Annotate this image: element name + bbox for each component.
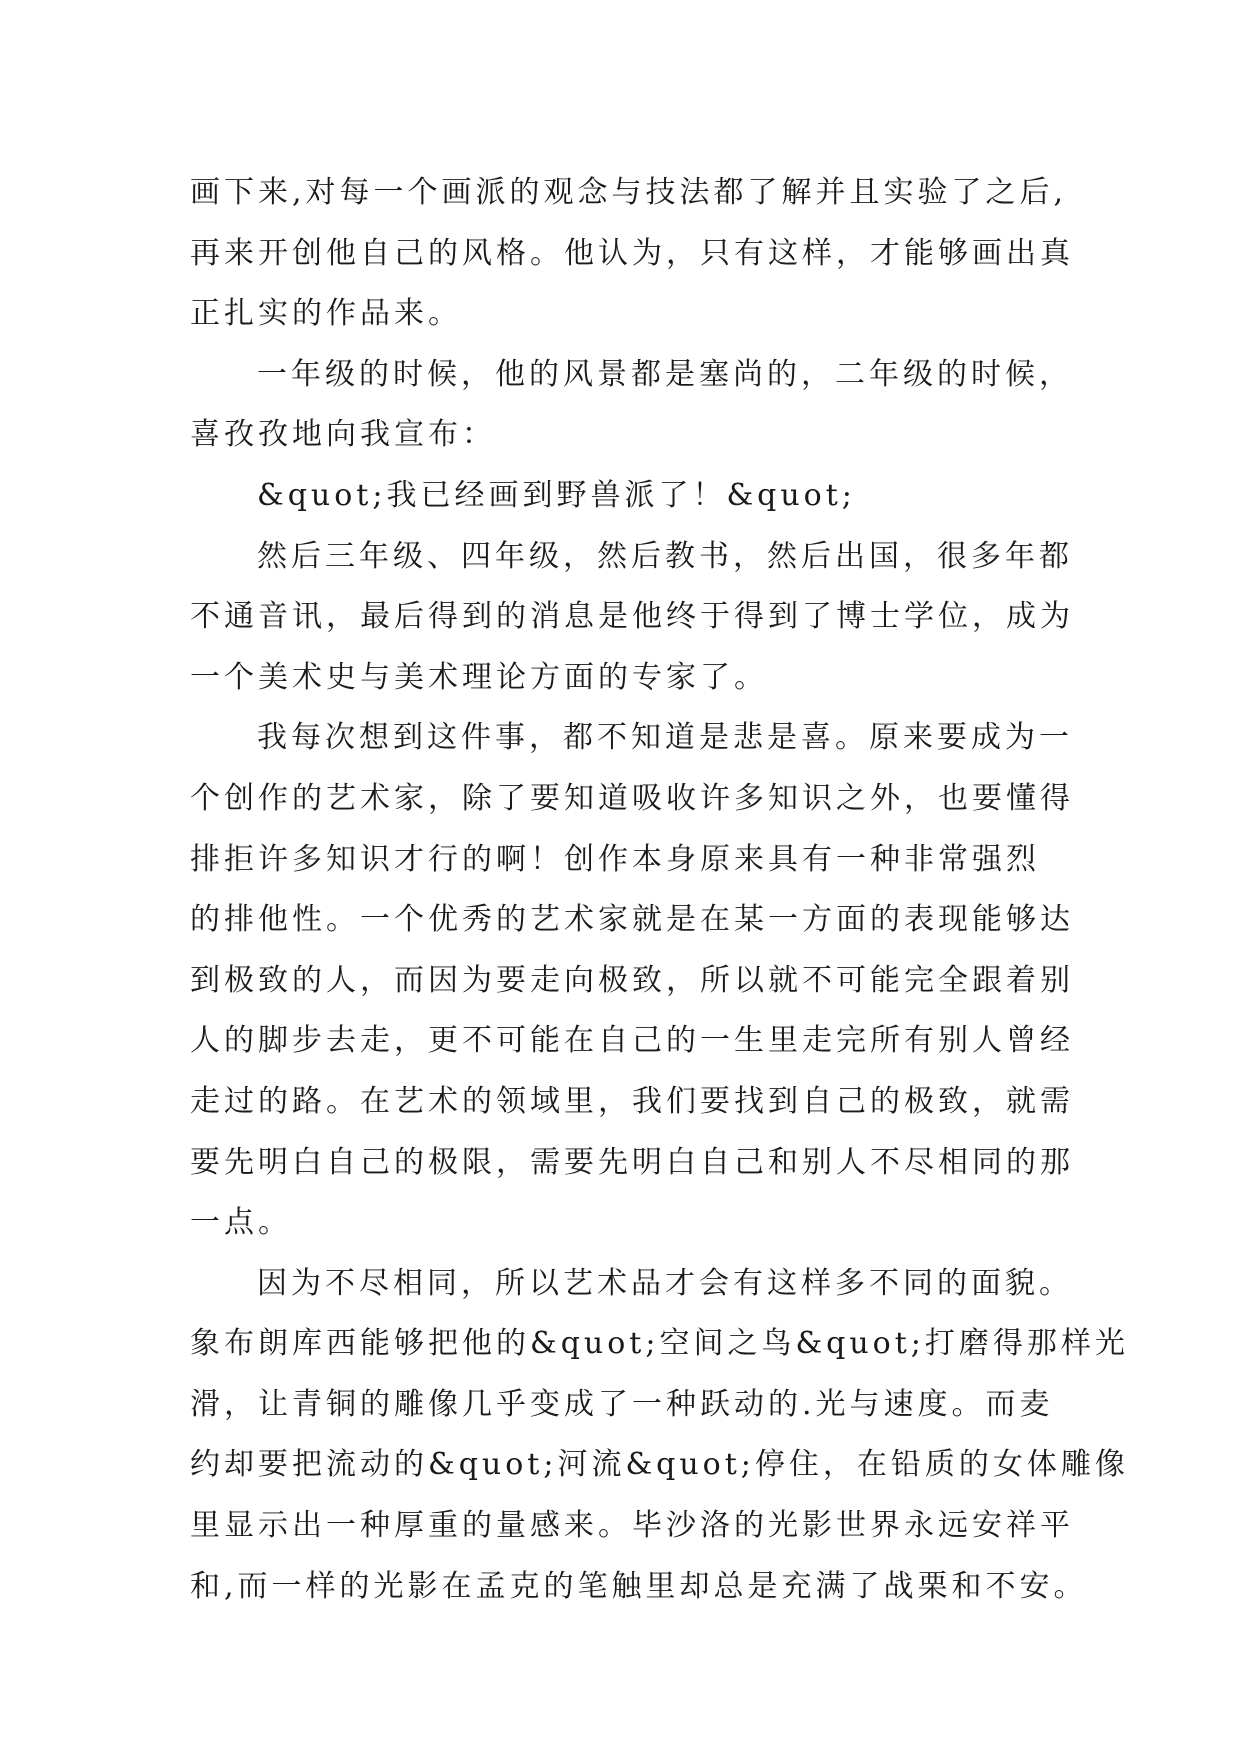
paragraph-start-line: 我每次想到这件事，都不知道是悲是喜。原来要成为一 xyxy=(257,720,1073,756)
text-line: 不通音讯，最后得到的消息是他终于得到了博士学位，成为 xyxy=(190,599,1074,635)
text-line: 一个美术史与美术理论方面的专家了。 xyxy=(190,659,768,695)
text-line: 约却要把流动的&quot;河流&quot;停住，在铅质的女体雕像 xyxy=(190,1447,1129,1483)
text-line: 和,而一样的光影在孟克的笔触里却总是充满了战栗和不安。 xyxy=(190,1568,1088,1604)
text-line: 画下来,对每一个画派的观念与技法都了解并且实验了之后, xyxy=(190,175,1068,210)
text-line: 滑，让青铜的雕像几乎变成了一种跃动的.光与速度。而麦 xyxy=(190,1386,1054,1422)
text-line: 里显示出一种厚重的量感来。毕沙洛的光影世界永远安祥平 xyxy=(190,1508,1074,1544)
body-text xyxy=(190,163,1129,1617)
text-line: 到极致的人，而因为要走向极致，所以就不可能完全跟着别 xyxy=(190,962,1074,998)
text-line: 正扎实的作品来。 xyxy=(190,296,462,332)
text-line: 要先明白自己的极限，需要先明白自己和别人不尽相同的那 xyxy=(190,1144,1074,1180)
text-line: 再来开创他自己的风格。他认为，只有这样，才能够画出真 xyxy=(190,235,1074,271)
text-line: 喜孜孜地向我宣布： xyxy=(190,417,496,453)
text-line: 的排他性。一个优秀的艺术家就是在某一方面的表现能够达 xyxy=(190,902,1074,938)
text-line: 走过的路。在艺术的领域里，我们要找到自己的极致，就需 xyxy=(190,1083,1074,1119)
paragraph-start-line: 因为不尽相同，所以艺术品才会有这样多不同的面貌。 xyxy=(257,1265,1073,1301)
text-line: 一点。 xyxy=(190,1205,292,1241)
quote-line: &quot;我已经画到野兽派了！&quot; xyxy=(257,477,856,513)
paragraph-start-line: 一年级的时候，他的风景都是塞尚的，二年级的时候， xyxy=(257,356,1073,392)
text-line: 象布朗库西能够把他的&quot;空间之鸟&quot;打磨得那样光 xyxy=(190,1326,1129,1362)
text-line: 排拒许多知识才行的啊！创作本身原来具有一种非常强烈 xyxy=(190,841,1040,877)
paragraph-start-line: 然后三年级、四年级，然后教书，然后出国，很多年都 xyxy=(257,538,1073,574)
text-line: 人的脚步去走，更不可能在自己的一生里走完所有别人曾经 xyxy=(190,1023,1074,1059)
text-line: 个创作的艺术家，除了要知道吸收许多知识之外，也要懂得 xyxy=(190,780,1074,816)
